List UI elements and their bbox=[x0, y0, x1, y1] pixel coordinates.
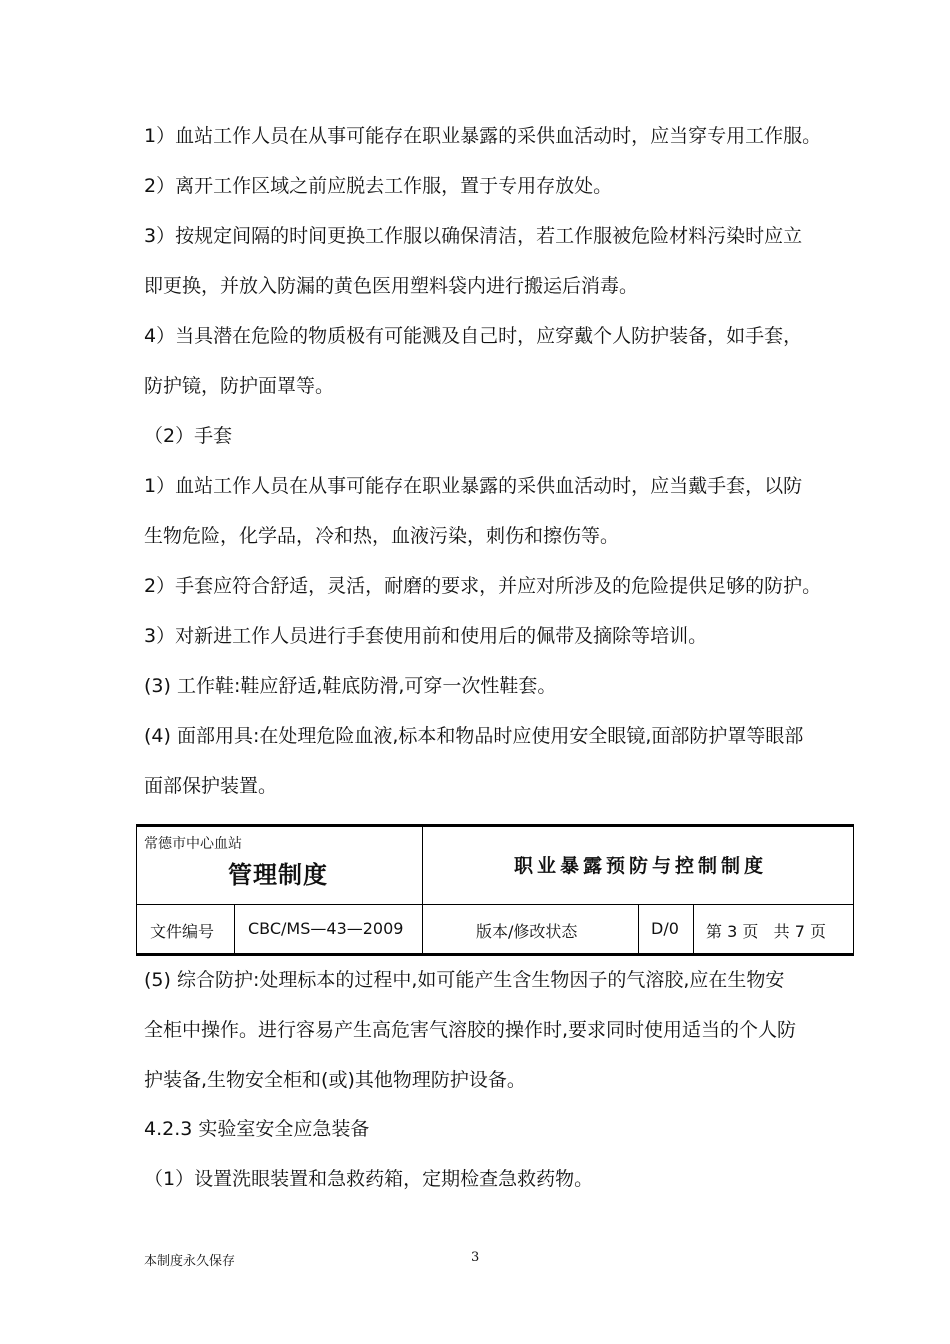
text-line: 3）对新进工作人员进行手套使用前和使用后的佩带及摘除等培训。 bbox=[144, 625, 708, 647]
text-line: 2）离开工作区域之前应脱去工作服，置于专用存放处。 bbox=[144, 175, 613, 197]
text-line: 3）按规定间隔的时间更换工作服以确保清洁，若工作服被危险材料污染时应立 bbox=[144, 225, 803, 247]
section-heading: 4.2.3 实验室安全应急装备 bbox=[144, 1118, 370, 1140]
doc-number: CBC/MS—43—2009 bbox=[248, 919, 404, 938]
text-line: （1）设置洗眼装置和急救药箱，定期检查急救药物。 bbox=[144, 1168, 594, 1190]
table-divider bbox=[234, 905, 235, 953]
table-divider bbox=[136, 904, 854, 905]
page-info: 第 3 页 共 7 页 bbox=[706, 922, 826, 941]
text-line: (3) 工作鞋:鞋应舒适,鞋底防滑,可穿一次性鞋套。 bbox=[144, 675, 557, 697]
text-line: (4) 面部用具:在处理危险血液,标本和物品时应使用安全眼镜,面部防护罩等眼部 bbox=[144, 725, 804, 747]
organization-name: 常德市中心血站 bbox=[144, 836, 242, 852]
version-label: 版本/修改状态 bbox=[476, 922, 578, 941]
text-line: 1）血站工作人员在从事可能存在职业暴露的采供血活动时，应当穿专用工作服。 bbox=[144, 125, 822, 147]
page-number: 3 bbox=[471, 1250, 480, 1265]
text-line: 4）当具潜在危险的物质极有可能溅及自己时，应穿戴个人防护装备，如手套， bbox=[144, 325, 803, 347]
text-line: 生物危险，化学品，冷和热，血液污染，刺伤和擦伤等。 bbox=[144, 525, 620, 547]
table-divider bbox=[638, 905, 639, 953]
footer-note: 本制度永久保存 bbox=[144, 1254, 236, 1269]
document-header-table bbox=[136, 824, 854, 956]
text-line: 1）血站工作人员在从事可能存在职业暴露的采供血活动时，应当戴手套，以防 bbox=[144, 475, 803, 497]
table-divider bbox=[422, 827, 423, 953]
text-line: (5) 综合防护:处理标本的过程中,如可能产生含生物因子的气溶胶,应在生物安 bbox=[144, 969, 785, 991]
document-title: 职业暴露预防与控制制度 bbox=[514, 855, 768, 877]
text-line: 护装备,生物安全柜和(或)其他物理防护设备。 bbox=[144, 1069, 526, 1091]
text-line: 面部保护装置。 bbox=[144, 775, 278, 797]
text-line: 2）手套应符合舒适，灵活，耐磨的要求，并应对所涉及的危险提供足够的防护。 bbox=[144, 575, 822, 597]
table-divider bbox=[693, 905, 694, 953]
management-label: 管理制度 bbox=[228, 861, 328, 889]
text-line: 防护镜，防护面罩等。 bbox=[144, 375, 335, 397]
text-line: 即更换，并放入防漏的黄色医用塑料袋内进行搬运后消毒。 bbox=[144, 275, 639, 297]
section-heading: （2）手套 bbox=[144, 425, 233, 447]
doc-number-label: 文件编号 bbox=[150, 922, 215, 941]
table-border bbox=[136, 827, 137, 953]
text-line: 全柜中操作。进行容易产生高危害气溶胶的操作时,要求同时使用适当的个人防 bbox=[144, 1019, 797, 1041]
table-border bbox=[853, 827, 854, 953]
version-value: D/0 bbox=[651, 919, 679, 938]
